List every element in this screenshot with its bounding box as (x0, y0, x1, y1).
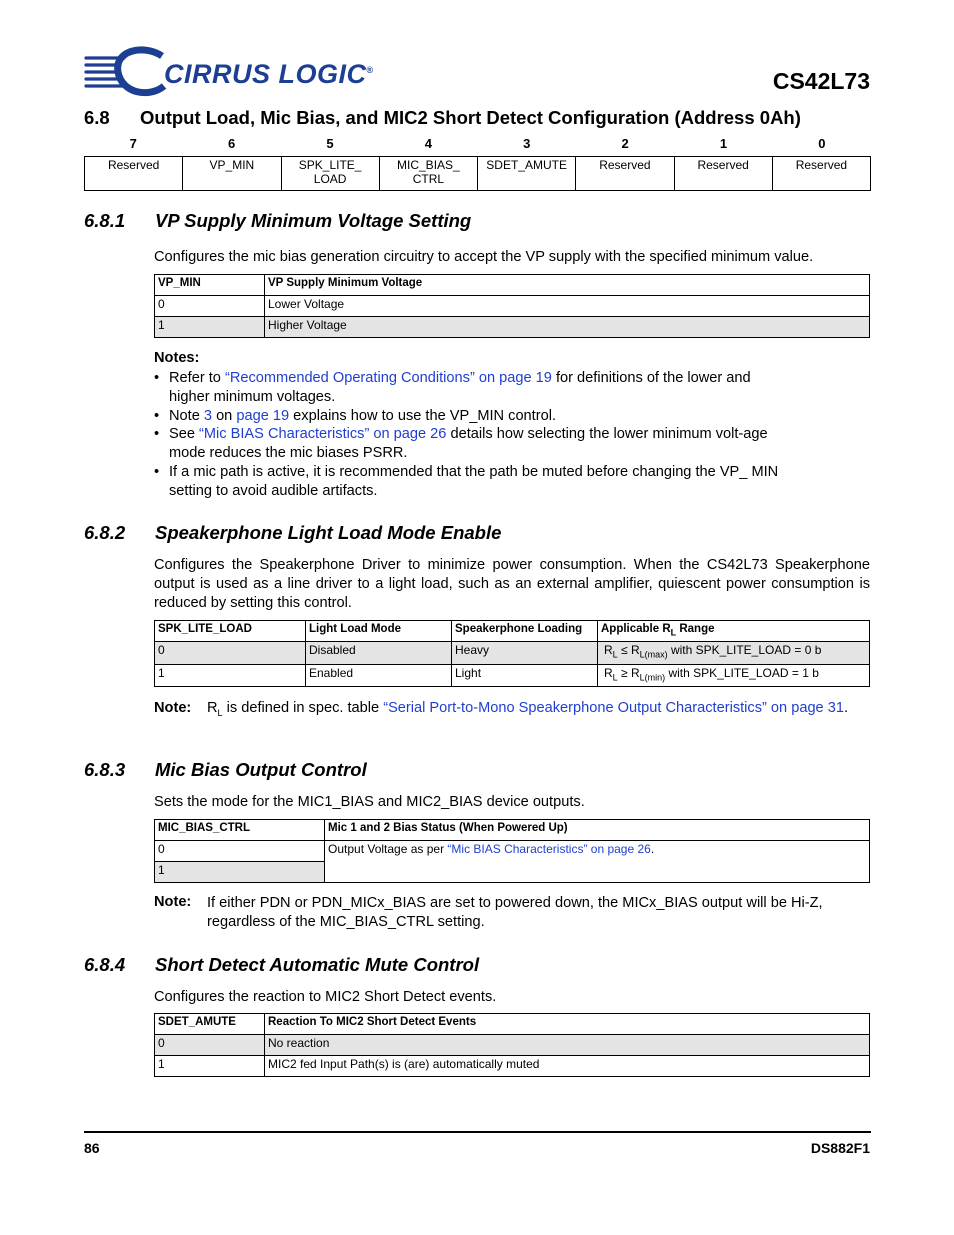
table-row: 0 No reaction (155, 1035, 870, 1056)
sdet-amute-table (154, 1013, 870, 1077)
table-header: Applicable $R_L$ Range (598, 621, 870, 642)
link-recommended-operating-conditions[interactable]: “Recommended Operating Conditions” on page 19 (224, 370, 552, 386)
table-header: Light Load Mode (306, 621, 452, 642)
bit-field: SPK_LITE_ LOAD (281, 157, 379, 190)
subsection-title-6-8-1: 6.8.1 VP Supply Minimum Voltage Setting (84, 210, 472, 231)
register-map (84, 136, 871, 191)
bit-field: VP_MIN (182, 157, 280, 190)
table-row: 1 Higher Voltage (155, 317, 870, 338)
notes-heading: Notes: (154, 350, 200, 366)
bit-number: 0 (818, 136, 826, 151)
subsection-title-6-8-2: 6.8.2 Speakerphone Light Load Mode Enable (84, 522, 502, 543)
section-title: 6.8 Output Load, Mic Bias, and MIC2 Short Detect Configuration (Address 0Ah) (84, 107, 801, 128)
mic-bias-ctrl-table (154, 819, 870, 883)
bit-number: 3 (523, 136, 531, 151)
logo-swoosh-icon (84, 46, 174, 98)
subsection-title-6-8-4: 6.8.4 Short Detect Automatic Mute Control (84, 954, 480, 975)
note-label: Note: (154, 894, 192, 910)
vp-min-table (154, 274, 870, 338)
table-row: 0 Disabled Heavy $R_L \le R_{L(max)}$ with SPK_LITE_LOAD = 0 b (155, 642, 870, 664)
document-id: DS882F1 (810, 1140, 870, 1156)
note-text: $R_L$ is defined in spec. table “Serial Port-to-Mono Speakerphone Output Characteristics” on page 31. (207, 700, 849, 718)
bit-number: 7 (129, 136, 137, 151)
subsection-title-6-8-3: 6.8.3 Mic Bias Output Control (84, 759, 367, 780)
bit-field: Reserved (772, 157, 870, 190)
table-row: 0 Output Voltage as per “Mic BIAS Characteristics” on page 26. (155, 841, 870, 862)
page-number: 86 (84, 1140, 100, 1156)
sdet-amute-description: Configures the reaction to MIC2 Short Detect events. (154, 989, 497, 1005)
bit-number: 2 (621, 136, 629, 151)
table-header: SPK_LITE_LOAD (155, 621, 306, 642)
bit-number: 4 (424, 136, 432, 151)
list-item: • See “Mic BIAS Characteristics” on page 26 details how selecting the lower minimum volt-age mode reduces the mic biases PSRR. (154, 426, 768, 462)
table-header: MIC_BIAS_CTRL (155, 820, 325, 841)
bit-number: 6 (227, 136, 236, 151)
bit-field: SDET_AMUTE (477, 157, 575, 190)
note-text: If either PDN or PDN_MICx_BIAS are set to powered down, the MICx_BIAS output will be Hi-Z, regardless of the MIC_BIAS_CTRL setting. (207, 895, 823, 930)
table-header: VP_MIN (155, 275, 265, 296)
table-header: SDET_AMUTE (155, 1014, 265, 1035)
link-mic-bias-characteristics-table[interactable]: “Mic BIAS Characteristics” on page 26 (447, 842, 651, 856)
table-header: Speakerphone Loading (452, 621, 598, 642)
bit-number: 1 (719, 136, 728, 151)
bit-field: Reserved (575, 157, 673, 190)
bit-field-row (84, 156, 871, 191)
mic-bias-description: Sets the mode for the MIC1_BIAS and MIC2_BIAS device outputs. (154, 794, 585, 810)
bit-field: Reserved (674, 157, 772, 190)
spk-lite-load-table (154, 620, 870, 687)
table-row: 1 MIC2 fed Input Path(s) is (are) automatically muted (155, 1056, 870, 1077)
list-item: • If a mic path is active, it is recommended that the path be muted before changing the VP_ MIN setting to avoid audible artifacts. (154, 463, 779, 499)
table-row: 1 Enabled Light $R_L \ge R_{L(min)}$ with SPK_LITE_LOAD = 1 b (155, 664, 870, 686)
bit-field: Reserved (107, 158, 160, 172)
notes-list (154, 369, 794, 501)
spk-lite-load-description: Configures the Speakerphone Driver to minimize power consumption. When the CS42L73 Speakerphone output is used as a line driver to a light load, such as an external amplifier, quiescent power consumption is reduced by setting this control. (154, 557, 870, 611)
part-number: CS42L73 (772, 68, 870, 94)
note-label: Note: (154, 700, 192, 716)
link-note-3[interactable]: 3 (203, 407, 213, 424)
cirrus-logic-logo: CIRRUS LOGIC® (84, 46, 364, 98)
bit-number: 5 (326, 136, 334, 151)
link-mic-bias-characteristics[interactable]: “Mic BIAS Characteristics” on page 26 (199, 426, 447, 443)
table-row: 1 (155, 862, 870, 883)
link-serial-port-to-mono[interactable]: “Serial Port-to-Mono Speakerphone Output Characteristics” on page 31 (383, 700, 844, 716)
table-header: VP Supply Minimum Voltage (265, 275, 870, 296)
vp-min-description: Configures the mic bias generation circuitry to accept the VP supply with the specified minimum value. (154, 249, 814, 265)
list-item: • Note 3 on page 19 explains how to use the VP_MIN control. (154, 407, 557, 424)
table-row: 0 Lower Voltage (155, 296, 870, 317)
table-header: Reaction To MIC2 Short Detect Events (265, 1014, 870, 1035)
footer-divider (84, 1131, 871, 1133)
bit-number-row (84, 136, 871, 156)
link-page-19[interactable]: page 19 (236, 407, 290, 424)
table-header: Mic 1 and 2 Bias Status (When Powered Up) (325, 820, 870, 841)
list-item: • Refer to “Recommended Operating Conditions” on page 19 for definitions of the lower and higher minimum voltages. (154, 370, 751, 405)
bit-field: MIC_BIAS_ CTRL (379, 157, 477, 190)
